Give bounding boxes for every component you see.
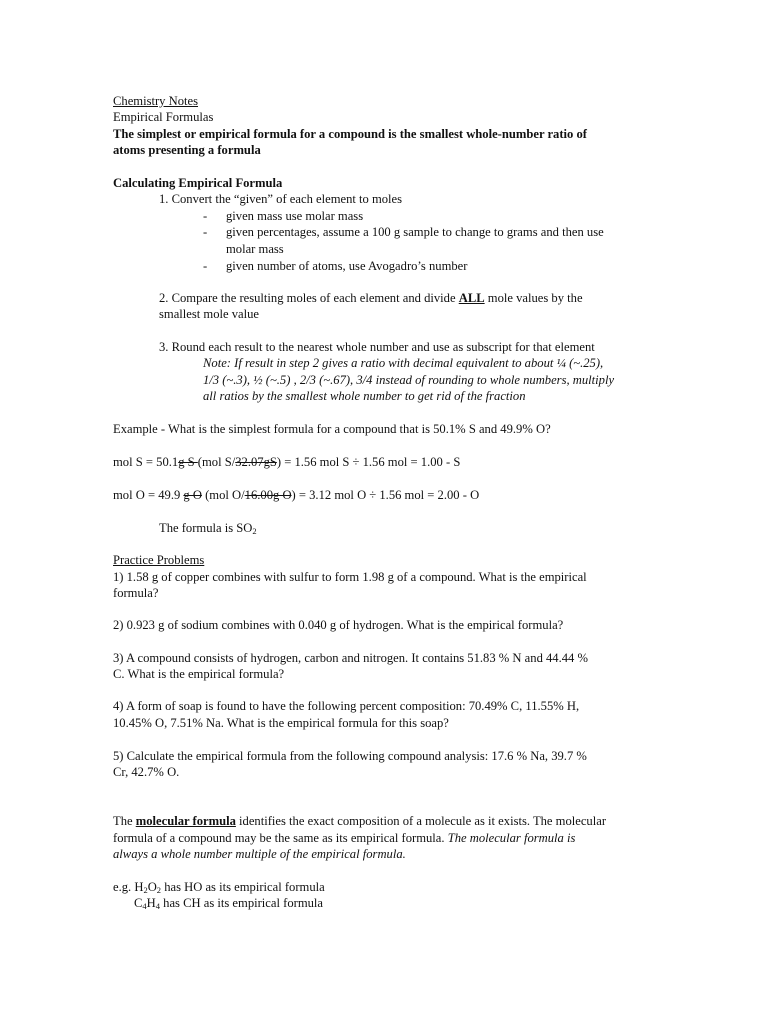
example-oxygen-calc: mol O = 49.9 g O (mol O/16.00g O) = 3.12 mol O ÷ 1.56 mol = 2.00 - O — [113, 488, 480, 502]
definition-line-2: atoms presenting a formula — [113, 143, 261, 157]
topic-title: Empirical Formulas — [113, 110, 214, 124]
bullet-dash: - — [203, 209, 208, 223]
bullet-item: given number of atoms, use Avogadro’s number — [226, 259, 468, 273]
practice-problem-1: 1) 1.58 g of copper combines with sulfur to form 1.98 g of a compound. What is the empirical — [113, 570, 587, 584]
bullet-item: given percentages, assume a 100 g sample to change to grams and then use — [226, 225, 604, 239]
practice-problem-3: 3) A compound consists of hydrogen, carbon and nitrogen. It contains 51.83 % N and 44.44 % — [113, 651, 588, 665]
step-1: 1. Convert the “given” of each element to moles — [159, 192, 403, 206]
practice-heading: Practice Problems — [113, 553, 205, 567]
bullet-item: given mass use molar mass — [226, 209, 364, 223]
example-h2o2: e.g. $H_2O_2$ has HO as its empirical formula — [113, 880, 325, 895]
step-2: 2. Compare the resulting moles of each element and divide ALL mole values by the — [159, 291, 583, 305]
bullet-dash: - — [203, 259, 208, 273]
note-line-3: all ratios by the smallest whole number to get rid of the fraction — [203, 389, 526, 403]
molecular-formula-definition: The molecular formula identifies the exact composition of a molecule as it exists. The molecular — [113, 814, 607, 828]
practice-problem-4-continuation: 10.45% O, 7.51% Na. What is the empirical formula for this soap? — [113, 716, 449, 730]
bullet-dash: - — [203, 225, 208, 239]
all-emphasis: ALL — [458, 291, 485, 305]
calculating-heading: Calculating Empirical Formula — [113, 176, 283, 190]
example-result: The formula is $SO_2$ — [159, 521, 257, 536]
example-question: Example - What is the simplest formula for a compound that is 50.1% S and 49.9% O? — [113, 422, 551, 436]
note-line-2: 1/3 (~.3), ½ (~.5) , 2/3 (~.67), 3/4 instead of rounding to whole numbers, multiply — [203, 373, 615, 387]
step-3: 3. Round each result to the nearest whole number and use as subscript for that element — [159, 340, 595, 354]
definition-line-1: The simplest or empirical formula for a compound is the smallest whole-number ratio of — [113, 127, 587, 141]
example-c4h4: $C_4H_4$ has CH as its empirical formula — [134, 896, 323, 911]
note-line-1: Note: If result in step 2 gives a ratio with decimal equivalent to about ¼ (~.25), — [203, 356, 604, 370]
example-sulfur-calc: mol S = 50.1g S (mol S/32.07gS) = 1.56 mol S ÷ 1.56 mol = 1.00 - S — [113, 455, 461, 469]
practice-problem-5-continuation: Cr, 42.7% O. — [113, 765, 180, 779]
practice-problem-4: 4) A form of soap is found to have the following percent composition: 70.49% C, 11.55% H, — [113, 699, 580, 713]
practice-problem-2: 2) 0.923 g of sodium combines with 0.040 g of hydrogen. What is the empirical formula? — [113, 618, 564, 632]
molecular-formula-line-3: always a whole number multiple of the empirical formula. — [113, 847, 406, 861]
practice-problem-1-continuation: formula? — [113, 586, 159, 600]
course-title: Chemistry Notes — [113, 94, 199, 108]
molecular-formula-term: molecular formula — [135, 814, 236, 828]
molecular-formula-line-2: formula of a compound may be the same as its empirical formula. The molecular formula is — [113, 831, 576, 845]
practice-problem-3-continuation: C. What is the empirical formula? — [113, 667, 285, 681]
bullet-item-continuation: molar mass — [226, 242, 284, 256]
step-2-continuation: smallest mole value — [159, 307, 260, 321]
practice-problem-5: 5) Calculate the empirical formula from the following compound analysis: 17.6 % Na, 39.7 % — [113, 749, 587, 763]
